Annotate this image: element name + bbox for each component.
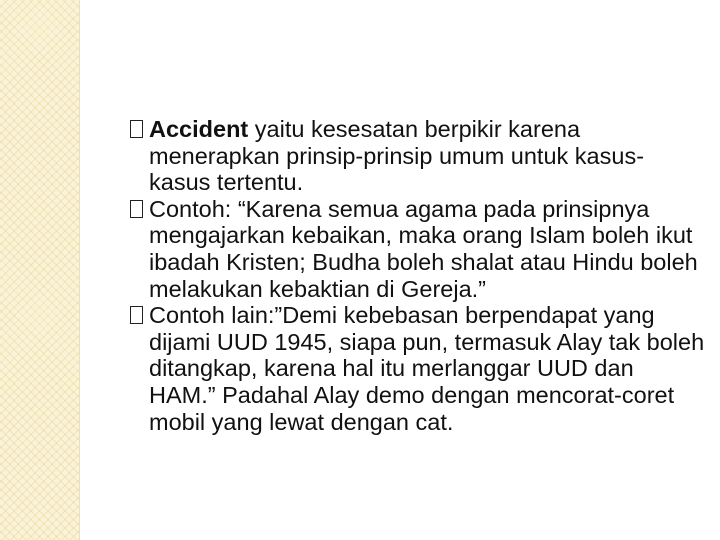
bullet-item-contoh-lain <box>130 302 705 435</box>
bullet-glyph-icon <box>130 200 143 218</box>
bullet-glyph-icon <box>130 120 143 138</box>
bullet-item-contoh <box>130 196 705 302</box>
slide-body <box>130 116 705 435</box>
bullet-text: yaitu kesesatan berpikir karena menerapkan prinsip-prinsip umum untuk kasus-kasus tertentu. <box>149 116 645 196</box>
bullet-glyph-icon <box>130 306 143 324</box>
bullet-text: Contoh: “Karena semua agama pada prinsipnya mengajarkan kebaikan, maka orang Islam boleh ikut ibadah Kristen; Budha boleh shalat atau Hindu boleh melakukan kebaktian di Gereja.” <box>149 195 698 302</box>
side-band-divider <box>79 0 80 540</box>
bullet-item-accident <box>130 116 705 196</box>
decorative-side-band <box>0 0 79 540</box>
bullet-text: Contoh lain:”Demi kebebasan berpendapat yang dijami UUD 1945, siapa pun, termasuk Alay tak boleh ditangkap, karena hal itu merlanggar UUD dan HAM.” Padahal Alay demo dengan mencorat-coret mobil yang lewat dengan cat. <box>149 302 705 435</box>
bullet-term: Accident <box>149 116 249 142</box>
